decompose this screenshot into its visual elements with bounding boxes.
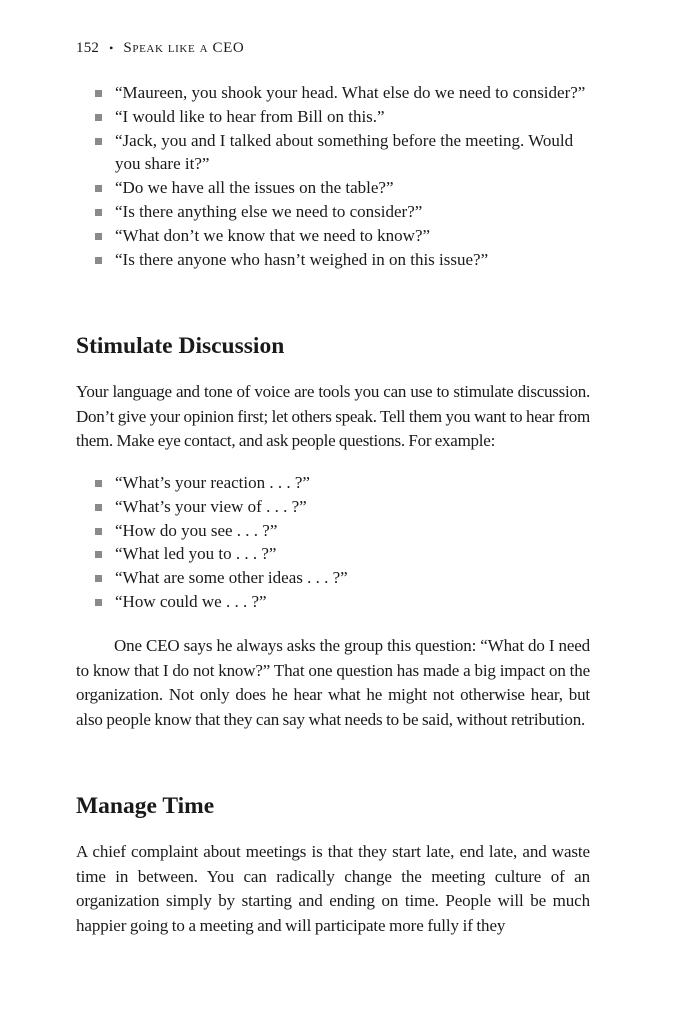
bullet-separator: • bbox=[109, 41, 114, 55]
list-item: “Is there anyone who hasn’t weighed in on this issue?” bbox=[93, 248, 593, 272]
square-bullet-icon bbox=[95, 551, 102, 558]
list-item: “What are some other ideas . . . ?” bbox=[93, 566, 593, 590]
list-item: “How do you see . . . ?” bbox=[93, 519, 593, 543]
book-title: Speak like a CEO bbox=[123, 40, 245, 56]
list-item: “Do we have all the issues on the table?” bbox=[93, 176, 593, 200]
square-bullet-icon bbox=[95, 599, 102, 606]
square-bullet-icon bbox=[95, 233, 102, 240]
paragraph-stimulate-discussion: Your language and tone of voice are tools you can use to stimulate discussion. Don’t give your opinion first; let others speak. Tell them you want to hear from them. Make eye contact, and ask people questions. For example: bbox=[76, 382, 590, 451]
square-bullet-icon bbox=[95, 528, 102, 535]
square-bullet-icon bbox=[95, 138, 102, 145]
list-item: “Jack, you and I talked about something before the meeting. Would you share it?” bbox=[93, 129, 593, 177]
square-bullet-icon bbox=[95, 575, 102, 582]
square-bullet-icon bbox=[95, 185, 102, 192]
paragraph-ceo-question: One CEO says he always asks the group this question: “What do I need to know that I do not know?” That one question has made a big impact on the organization. Not only does he hear what he might not otherwise hear, but also people know that they can say what needs to be said, without retribution. bbox=[76, 636, 590, 729]
page-number: 152 bbox=[76, 40, 100, 56]
list-item: “What’s your view of . . . ?” bbox=[93, 495, 593, 519]
prompt-list bbox=[93, 471, 593, 614]
square-bullet-icon bbox=[95, 114, 102, 121]
paragraph-manage-time: A chief complaint about meetings is that they start late, end late, and waste time in between. You can radically change the meeting culture of an organization simply by starting and ending on time. People will be much happier going to a meeting and will participate more fully if they bbox=[76, 842, 590, 935]
square-bullet-icon bbox=[95, 90, 102, 97]
section-heading-manage-time: Manage Time bbox=[76, 793, 215, 819]
list-item: “I would like to hear from Bill on this.” bbox=[93, 105, 593, 129]
running-head bbox=[76, 40, 244, 57]
section-heading-stimulate-discussion: Stimulate Discussion bbox=[76, 333, 285, 359]
list-item: “What’s your reaction . . . ?” bbox=[93, 471, 593, 495]
square-bullet-icon bbox=[95, 480, 102, 487]
list-item: “What don’t we know that we need to know?” bbox=[93, 224, 593, 248]
list-item: “What led you to . . . ?” bbox=[93, 542, 593, 566]
question-list bbox=[93, 81, 593, 271]
square-bullet-icon bbox=[95, 257, 102, 264]
square-bullet-icon bbox=[95, 209, 102, 216]
list-item: “How could we . . . ?” bbox=[93, 590, 593, 614]
list-item: “Maureen, you shook your head. What else do we need to consider?” bbox=[93, 81, 593, 105]
list-item: “Is there anything else we need to consider?” bbox=[93, 200, 593, 224]
square-bullet-icon bbox=[95, 504, 102, 511]
